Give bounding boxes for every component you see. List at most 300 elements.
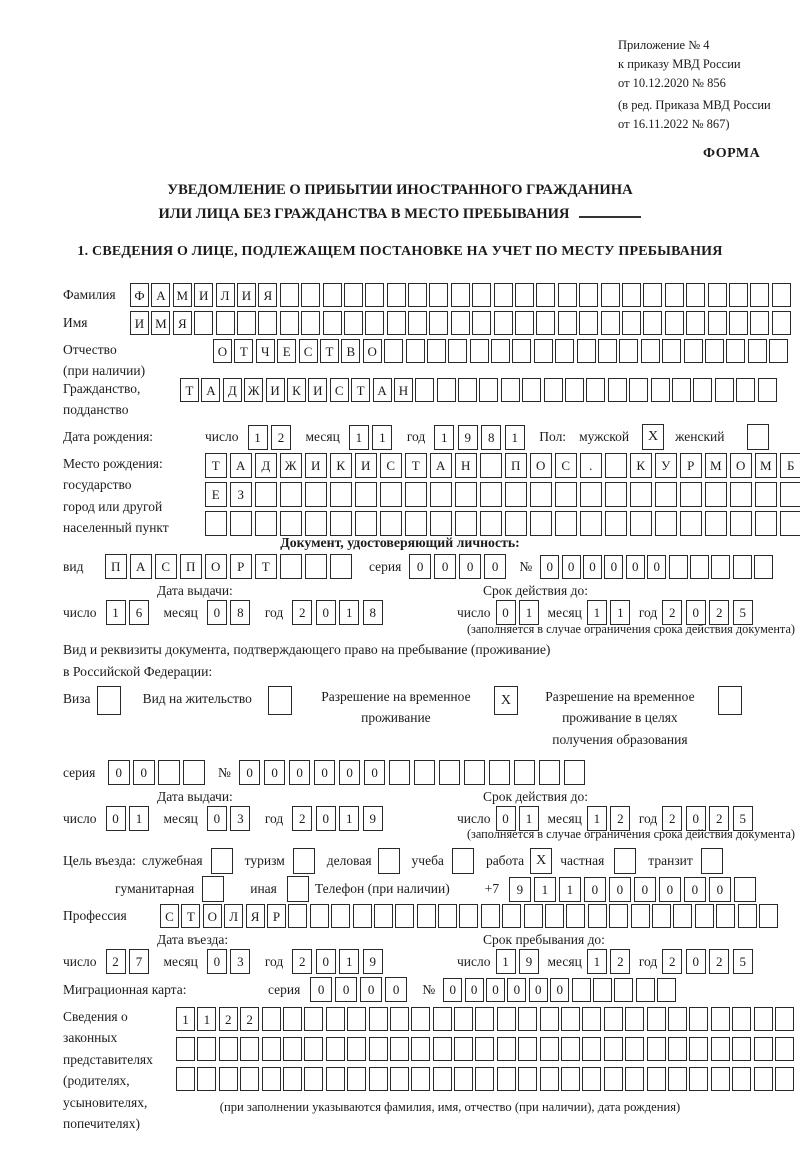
char-box[interactable] (280, 511, 302, 536)
char-box[interactable] (705, 339, 724, 363)
char-box[interactable] (545, 904, 564, 928)
char-box[interactable]: А (230, 453, 252, 478)
char-box[interactable] (323, 283, 342, 307)
char-box[interactable] (330, 554, 352, 579)
char-box[interactable] (601, 311, 620, 335)
purpose-tourism-checkbox[interactable] (293, 848, 315, 874)
doc-issue-month-cells[interactable] (207, 600, 254, 625)
char-box[interactable]: 1 (349, 425, 369, 450)
char-box[interactable]: С (160, 904, 179, 928)
res-number-cells[interactable] (239, 760, 589, 785)
char-box[interactable]: 0 (364, 760, 386, 785)
char-box[interactable]: 0 (443, 978, 462, 1002)
representatives-cells-row1[interactable] (176, 1007, 796, 1031)
char-box[interactable] (304, 1067, 323, 1091)
char-box[interactable] (636, 978, 655, 1002)
char-box[interactable] (695, 904, 714, 928)
char-box[interactable] (470, 339, 489, 363)
entry-day-cells[interactable] (106, 949, 153, 974)
char-box[interactable] (283, 1007, 302, 1031)
char-box[interactable]: 2 (292, 600, 312, 625)
char-box[interactable]: Т (181, 904, 200, 928)
char-box[interactable]: . (580, 453, 602, 478)
char-box[interactable]: 0 (584, 877, 606, 902)
char-box[interactable]: 9 (458, 425, 478, 450)
char-box[interactable]: 0 (496, 806, 516, 831)
char-box[interactable] (448, 339, 467, 363)
char-box[interactable] (647, 1007, 666, 1031)
char-box[interactable] (301, 283, 320, 307)
char-box[interactable] (464, 760, 486, 785)
char-box[interactable] (625, 1007, 644, 1031)
char-box[interactable] (353, 904, 372, 928)
char-box[interactable]: 1 (559, 877, 581, 902)
char-box[interactable] (176, 1067, 195, 1091)
char-box[interactable] (684, 339, 703, 363)
purpose-other-checkbox[interactable] (287, 876, 309, 902)
char-box[interactable]: 0 (484, 554, 506, 579)
char-box[interactable]: К (630, 453, 652, 478)
char-box[interactable] (651, 378, 670, 402)
char-box[interactable]: В (341, 339, 360, 363)
char-box[interactable] (390, 1007, 409, 1031)
char-box[interactable]: 1 (129, 806, 149, 831)
char-box[interactable] (630, 511, 652, 536)
surname-cells[interactable] (130, 283, 793, 307)
char-box[interactable]: 0 (310, 977, 332, 1002)
char-box[interactable]: О (203, 904, 222, 928)
char-box[interactable] (524, 904, 543, 928)
char-box[interactable] (726, 339, 745, 363)
char-box[interactable] (430, 511, 452, 536)
char-box[interactable] (347, 1007, 366, 1031)
char-box[interactable] (255, 482, 277, 507)
char-box[interactable] (555, 511, 577, 536)
char-box[interactable]: Т (255, 554, 277, 579)
char-box[interactable] (630, 482, 652, 507)
char-box[interactable] (458, 378, 477, 402)
char-box[interactable]: Т (234, 339, 253, 363)
char-box[interactable] (326, 1067, 345, 1091)
char-box[interactable]: 0 (562, 555, 581, 579)
char-box[interactable] (647, 1037, 666, 1061)
char-box[interactable] (672, 378, 691, 402)
birth-place-cells-row1[interactable] (205, 453, 800, 478)
char-box[interactable] (708, 311, 727, 335)
char-box[interactable]: 1 (519, 806, 539, 831)
char-box[interactable]: К (287, 378, 306, 402)
char-box[interactable]: А (130, 554, 152, 579)
purpose-study-checkbox[interactable] (452, 848, 474, 874)
char-box[interactable]: А (430, 453, 452, 478)
char-box[interactable]: 0 (207, 600, 227, 625)
char-box[interactable] (673, 904, 692, 928)
char-box[interactable]: 0 (289, 760, 311, 785)
char-box[interactable] (732, 1037, 751, 1061)
char-box[interactable] (494, 283, 513, 307)
char-box[interactable]: Б (780, 453, 800, 478)
stay-year-cells[interactable] (662, 949, 756, 974)
char-box[interactable]: 2 (106, 949, 126, 974)
char-box[interactable]: 0 (316, 600, 336, 625)
char-box[interactable] (669, 555, 688, 579)
char-box[interactable]: 9 (509, 877, 531, 902)
char-box[interactable]: 9 (363, 949, 383, 974)
char-box[interactable] (262, 1037, 281, 1061)
char-box[interactable]: 0 (686, 949, 706, 974)
char-box[interactable] (733, 555, 752, 579)
char-box[interactable] (515, 283, 534, 307)
char-box[interactable] (480, 511, 502, 536)
char-box[interactable]: 0 (106, 806, 126, 831)
char-box[interactable] (729, 311, 748, 335)
entry-year-cells[interactable] (292, 949, 386, 974)
char-box[interactable] (566, 904, 585, 928)
birth-month-cells[interactable] (349, 425, 396, 450)
char-box[interactable]: 3 (230, 806, 250, 831)
char-box[interactable] (331, 904, 350, 928)
char-box[interactable] (580, 511, 602, 536)
purpose-business-checkbox[interactable] (378, 848, 400, 874)
char-box[interactable]: З (230, 482, 252, 507)
char-box[interactable]: 7 (129, 949, 149, 974)
char-box[interactable] (480, 453, 502, 478)
profession-cells[interactable] (160, 904, 780, 928)
char-box[interactable]: С (330, 378, 349, 402)
char-box[interactable] (369, 1067, 388, 1091)
char-box[interactable] (430, 482, 452, 507)
char-box[interactable] (631, 904, 650, 928)
char-box[interactable] (662, 339, 681, 363)
char-box[interactable] (732, 1007, 751, 1031)
char-box[interactable]: 0 (335, 977, 357, 1002)
char-box[interactable] (693, 378, 712, 402)
char-box[interactable] (540, 1037, 559, 1061)
char-box[interactable]: 6 (129, 600, 149, 625)
char-box[interactable]: 0 (339, 760, 361, 785)
char-box[interactable] (775, 1007, 794, 1031)
char-box[interactable]: 8 (230, 600, 250, 625)
char-box[interactable] (475, 1067, 494, 1091)
char-box[interactable]: Р (267, 904, 286, 928)
char-box[interactable]: С (380, 453, 402, 478)
char-box[interactable] (304, 1037, 323, 1061)
char-box[interactable] (411, 1037, 430, 1061)
char-box[interactable]: 0 (316, 806, 336, 831)
char-box[interactable]: Я (246, 904, 265, 928)
char-box[interactable] (734, 877, 756, 902)
char-box[interactable]: С (299, 339, 318, 363)
char-box[interactable]: 9 (363, 806, 383, 831)
char-box[interactable] (283, 1067, 302, 1091)
char-box[interactable] (754, 1007, 773, 1031)
char-box[interactable]: 2 (292, 806, 312, 831)
char-box[interactable]: 0 (316, 949, 336, 974)
char-box[interactable] (472, 283, 491, 307)
char-box[interactable] (643, 311, 662, 335)
char-box[interactable] (280, 283, 299, 307)
char-box[interactable]: 0 (207, 949, 227, 974)
char-box[interactable] (415, 378, 434, 402)
char-box[interactable] (534, 339, 553, 363)
char-box[interactable]: 0 (604, 555, 623, 579)
char-box[interactable] (588, 904, 607, 928)
char-box[interactable]: 5 (733, 949, 753, 974)
char-box[interactable] (451, 311, 470, 335)
char-box[interactable] (326, 1037, 345, 1061)
char-box[interactable] (775, 1067, 794, 1091)
char-box[interactable] (280, 554, 302, 579)
char-box[interactable]: 1 (248, 425, 268, 450)
char-box[interactable] (158, 760, 180, 785)
char-box[interactable] (205, 511, 227, 536)
char-box[interactable]: Д (223, 378, 242, 402)
char-box[interactable]: О (730, 453, 752, 478)
char-box[interactable] (387, 311, 406, 335)
char-box[interactable] (411, 1007, 430, 1031)
entry-month-cells[interactable] (207, 949, 254, 974)
char-box[interactable] (395, 904, 414, 928)
char-box[interactable] (754, 555, 773, 579)
char-box[interactable]: 2 (709, 949, 729, 974)
char-box[interactable] (582, 1007, 601, 1031)
char-box[interactable]: 8 (481, 425, 501, 450)
char-box[interactable] (240, 1067, 259, 1091)
char-box[interactable] (454, 1007, 473, 1031)
char-box[interactable] (558, 283, 577, 307)
char-box[interactable] (219, 1067, 238, 1091)
char-box[interactable] (601, 283, 620, 307)
char-box[interactable]: 0 (626, 555, 645, 579)
char-box[interactable] (497, 1037, 516, 1061)
char-box[interactable]: 0 (385, 977, 407, 1002)
char-box[interactable]: 2 (662, 600, 682, 625)
char-box[interactable]: 1 (339, 806, 359, 831)
purpose-work-checkbox[interactable]: X (530, 848, 552, 874)
char-box[interactable]: 3 (230, 949, 250, 974)
char-box[interactable]: А (201, 378, 220, 402)
char-box[interactable] (680, 511, 702, 536)
char-box[interactable] (579, 311, 598, 335)
char-box[interactable]: 0 (496, 600, 516, 625)
doc-issue-day-cells[interactable] (106, 600, 153, 625)
char-box[interactable]: 2 (610, 949, 630, 974)
char-box[interactable]: 0 (207, 806, 227, 831)
char-box[interactable] (475, 1007, 494, 1031)
char-box[interactable] (582, 1037, 601, 1061)
char-box[interactable] (750, 311, 769, 335)
char-box[interactable] (754, 1037, 773, 1061)
char-box[interactable]: 0 (609, 877, 631, 902)
char-box[interactable] (427, 339, 446, 363)
char-box[interactable] (330, 511, 352, 536)
char-box[interactable] (738, 904, 757, 928)
char-box[interactable]: Р (230, 554, 252, 579)
char-box[interactable]: 0 (634, 877, 656, 902)
char-box[interactable] (755, 482, 777, 507)
char-box[interactable]: О (213, 339, 232, 363)
char-box[interactable]: 1 (505, 425, 525, 450)
res-series-cells[interactable] (108, 760, 208, 785)
representatives-cells-row2[interactable] (176, 1037, 796, 1061)
char-box[interactable]: А (373, 378, 392, 402)
char-box[interactable] (330, 482, 352, 507)
char-box[interactable] (479, 378, 498, 402)
char-box[interactable] (305, 511, 327, 536)
char-box[interactable]: 0 (459, 554, 481, 579)
char-box[interactable] (643, 283, 662, 307)
char-box[interactable]: М (755, 453, 777, 478)
char-box[interactable]: О (363, 339, 382, 363)
char-box[interactable]: 1 (587, 600, 607, 625)
char-box[interactable] (480, 482, 502, 507)
char-box[interactable] (593, 978, 612, 1002)
char-box[interactable] (577, 339, 596, 363)
char-box[interactable] (668, 1037, 687, 1061)
char-box[interactable] (237, 311, 256, 335)
char-box[interactable] (344, 283, 363, 307)
char-box[interactable]: И (194, 283, 213, 307)
char-box[interactable] (748, 339, 767, 363)
char-box[interactable] (622, 311, 641, 335)
char-box[interactable] (561, 1067, 580, 1091)
char-box[interactable] (369, 1007, 388, 1031)
char-box[interactable] (347, 1067, 366, 1091)
char-box[interactable]: П (505, 453, 527, 478)
char-box[interactable]: 0 (550, 978, 569, 1002)
char-box[interactable]: 2 (662, 949, 682, 974)
char-box[interactable] (605, 453, 627, 478)
char-box[interactable]: И (308, 378, 327, 402)
char-box[interactable] (301, 311, 320, 335)
char-box[interactable] (759, 904, 778, 928)
char-box[interactable] (708, 283, 727, 307)
char-box[interactable] (665, 311, 684, 335)
char-box[interactable]: 1 (519, 600, 539, 625)
char-box[interactable]: 2 (610, 806, 630, 831)
char-box[interactable] (280, 311, 299, 335)
given-name-cells[interactable] (130, 311, 793, 335)
char-box[interactable] (390, 1037, 409, 1061)
char-box[interactable]: И (355, 453, 377, 478)
char-box[interactable] (655, 482, 677, 507)
char-box[interactable]: 0 (108, 760, 130, 785)
char-box[interactable] (405, 511, 427, 536)
visa-checkbox[interactable] (97, 686, 121, 715)
phone-cells[interactable] (509, 877, 759, 902)
char-box[interactable] (736, 378, 755, 402)
char-box[interactable]: 0 (659, 877, 681, 902)
char-box[interactable] (780, 511, 800, 536)
char-box[interactable] (689, 1037, 708, 1061)
char-box[interactable]: Т (180, 378, 199, 402)
char-box[interactable]: О (530, 453, 552, 478)
char-box[interactable]: 1 (587, 806, 607, 831)
char-box[interactable]: 0 (540, 555, 559, 579)
char-box[interactable]: Е (277, 339, 296, 363)
char-box[interactable] (680, 482, 702, 507)
char-box[interactable] (605, 511, 627, 536)
char-box[interactable] (405, 482, 427, 507)
char-box[interactable]: 9 (519, 949, 539, 974)
char-box[interactable] (555, 482, 577, 507)
representatives-cells-row3[interactable] (176, 1067, 796, 1091)
char-box[interactable] (775, 1037, 794, 1061)
char-box[interactable]: 0 (434, 554, 456, 579)
char-box[interactable]: Ж (280, 453, 302, 478)
char-box[interactable]: 1 (610, 600, 630, 625)
char-box[interactable] (652, 904, 671, 928)
res-issue-day-cells[interactable] (106, 806, 153, 831)
char-box[interactable] (219, 1037, 238, 1061)
mc-number-cells[interactable] (443, 978, 678, 1002)
char-box[interactable] (408, 311, 427, 335)
char-box[interactable] (501, 378, 520, 402)
birth-place-cells-row3[interactable] (205, 511, 800, 536)
char-box[interactable]: 2 (271, 425, 291, 450)
mc-series-cells[interactable] (310, 977, 410, 1002)
char-box[interactable] (429, 283, 448, 307)
char-box[interactable] (304, 1007, 323, 1031)
char-box[interactable] (262, 1007, 281, 1031)
char-box[interactable] (522, 378, 541, 402)
char-box[interactable] (433, 1007, 452, 1031)
char-box[interactable] (614, 978, 633, 1002)
char-box[interactable]: 1 (587, 949, 607, 974)
char-box[interactable]: И (266, 378, 285, 402)
residence-permit-checkbox[interactable] (268, 686, 292, 715)
char-box[interactable] (355, 511, 377, 536)
char-box[interactable] (711, 555, 730, 579)
char-box[interactable] (729, 283, 748, 307)
char-box[interactable] (288, 904, 307, 928)
char-box[interactable]: С (555, 453, 577, 478)
char-box[interactable] (565, 378, 584, 402)
char-box[interactable]: 1 (339, 600, 359, 625)
char-box[interactable]: М (705, 453, 727, 478)
char-box[interactable] (604, 1067, 623, 1091)
char-box[interactable] (255, 511, 277, 536)
char-box[interactable] (176, 1037, 195, 1061)
char-box[interactable]: Р (680, 453, 702, 478)
char-box[interactable] (564, 760, 586, 785)
char-box[interactable] (754, 1067, 773, 1091)
char-box[interactable] (515, 311, 534, 335)
char-box[interactable]: Т (405, 453, 427, 478)
char-box[interactable] (598, 339, 617, 363)
char-box[interactable]: Л (224, 904, 243, 928)
char-box[interactable] (283, 1037, 302, 1061)
char-box[interactable] (629, 378, 648, 402)
char-box[interactable] (439, 760, 461, 785)
char-box[interactable] (365, 283, 384, 307)
char-box[interactable]: 0 (647, 555, 666, 579)
char-box[interactable]: 2 (219, 1007, 238, 1031)
char-box[interactable] (530, 511, 552, 536)
char-box[interactable] (491, 339, 510, 363)
char-box[interactable] (411, 1067, 430, 1091)
char-box[interactable]: П (180, 554, 202, 579)
char-box[interactable]: Ф (130, 283, 149, 307)
char-box[interactable]: 0 (264, 760, 286, 785)
char-box[interactable] (194, 311, 213, 335)
char-box[interactable] (605, 482, 627, 507)
char-box[interactable] (641, 339, 660, 363)
char-box[interactable]: 0 (360, 977, 382, 1002)
char-box[interactable]: 2 (292, 949, 312, 974)
char-box[interactable] (518, 1007, 537, 1031)
doc-kind-cells[interactable] (105, 554, 355, 579)
